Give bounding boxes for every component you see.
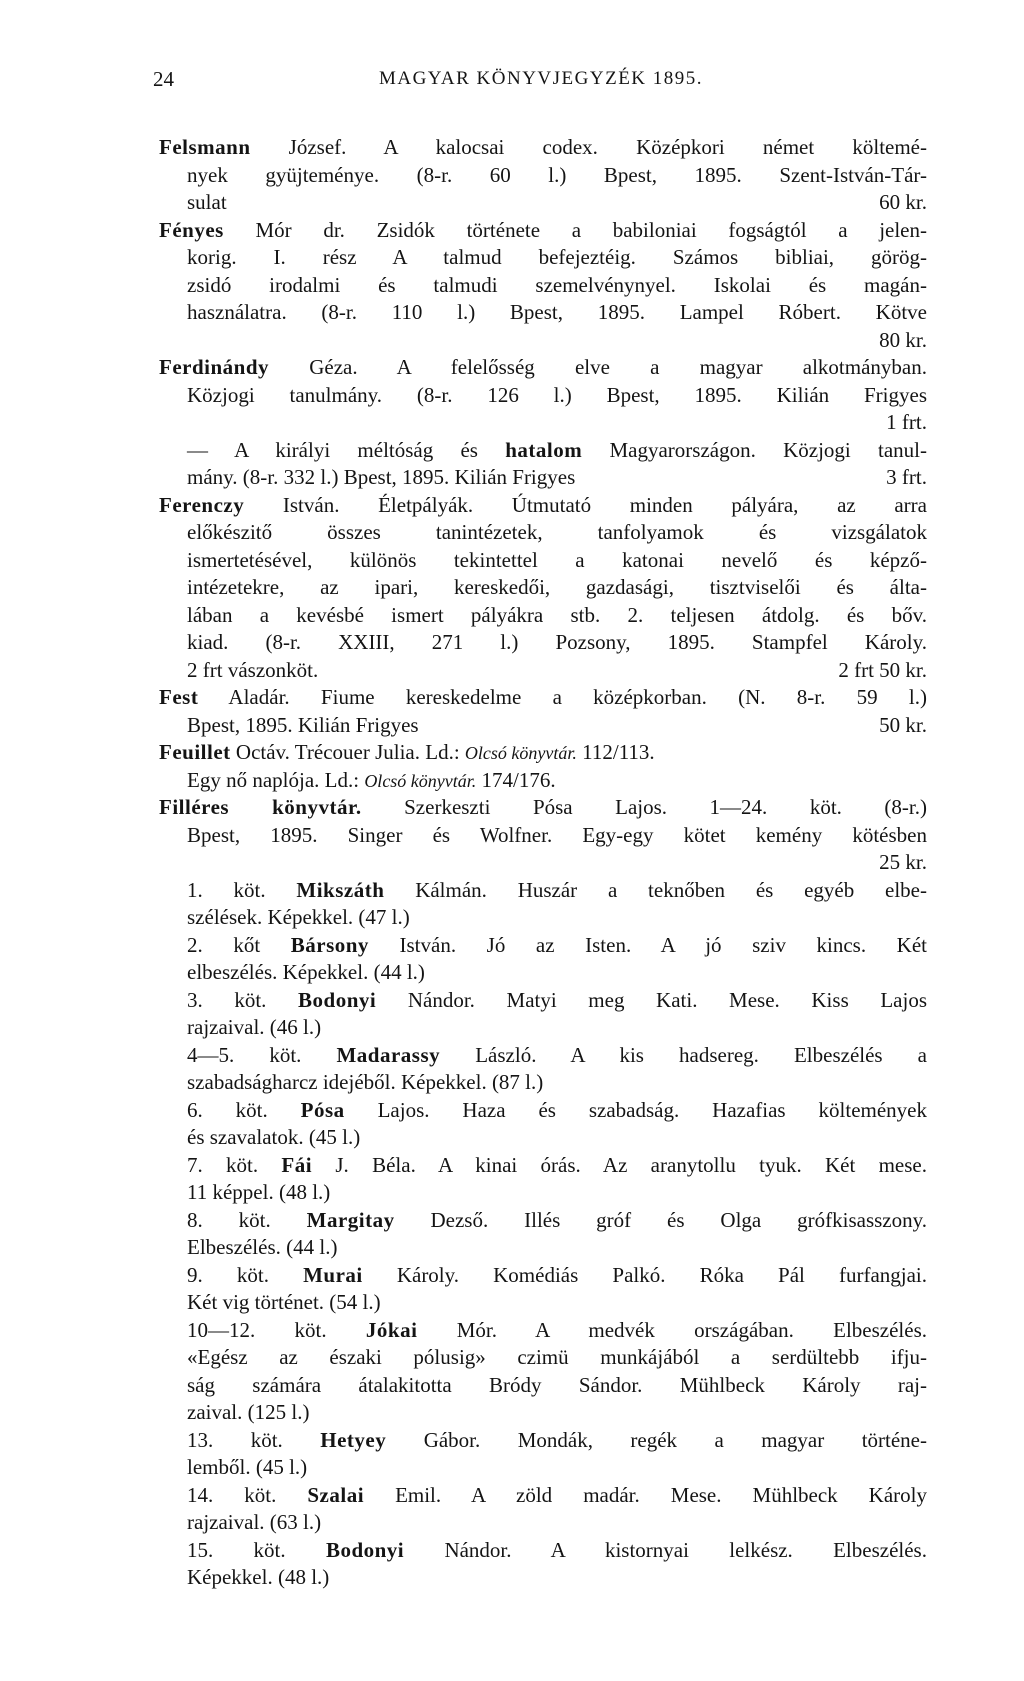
text-line bbox=[187, 602, 927, 630]
text-line bbox=[187, 657, 927, 685]
line-text: Szerkeszti Pósa Lajos. 1—24. köt. (8-r.) bbox=[361, 795, 927, 819]
author-name: Fái bbox=[281, 1152, 313, 1177]
text-line bbox=[159, 739, 927, 767]
line-text: 13. köt. bbox=[187, 1427, 321, 1452]
line-text: 25 kr. bbox=[879, 850, 927, 874]
text-line bbox=[187, 1372, 927, 1400]
text-line bbox=[187, 1014, 927, 1042]
line-text: 2 frt 50 kr. bbox=[838, 657, 927, 682]
text-line bbox=[159, 492, 927, 520]
line-text: József. A kalocsai codex. Középkori német költemé- bbox=[250, 135, 927, 159]
line-text: lemből. (45 l.) bbox=[187, 1455, 308, 1479]
line-text: 3. köt. bbox=[187, 987, 299, 1012]
line-text: Mór dr. Zsidók története a babiloniai fogságtól a jelen- bbox=[223, 217, 927, 242]
author-name: Bodonyi bbox=[298, 987, 377, 1012]
line-text: Elbeszélés. (44 l.) bbox=[187, 1235, 338, 1259]
line-text: rajzaival. (63 l.) bbox=[187, 1510, 322, 1534]
text-line bbox=[187, 1427, 927, 1455]
line-text: 174/176. bbox=[476, 767, 556, 792]
line-text: 6. köt. bbox=[187, 1097, 301, 1122]
line-text: 80 kr. bbox=[879, 327, 927, 352]
author-name: Mikszáth bbox=[296, 877, 385, 902]
text-line bbox=[187, 464, 927, 492]
running-title: MAGYAR KÖNYVJEGYZÉK 1895. bbox=[378, 68, 704, 89]
line-text: Két vig történet. (54 l.) bbox=[187, 1290, 381, 1314]
line-text: 10—12. köt. bbox=[187, 1317, 366, 1342]
text-line bbox=[187, 327, 927, 355]
text-line bbox=[187, 712, 927, 740]
page-number: 24 bbox=[153, 67, 174, 91]
text-line bbox=[187, 437, 927, 465]
text-line bbox=[159, 354, 927, 382]
text-line bbox=[187, 189, 927, 217]
text-line bbox=[187, 822, 927, 850]
text-line bbox=[159, 217, 927, 245]
author-name: Pósa bbox=[300, 1097, 345, 1122]
line-text: nyek gyüjteménye. (8-r. 60 l.) Bpest, 1895. Szent-István-Tár- bbox=[187, 162, 927, 187]
line-text: kiad. (8-r. XXIII, 271 l.) Pozsony, 1895. Stampfel Károly. bbox=[187, 630, 927, 654]
author-name: Fest bbox=[159, 685, 199, 709]
author-name: Madarassy bbox=[336, 1042, 441, 1067]
author-name: Hetyey bbox=[320, 1427, 387, 1452]
author-name: Felsmann bbox=[159, 135, 251, 159]
line-text: 1 frt. bbox=[886, 410, 927, 434]
line-text: J. Béla. A kinai órás. Az aranytollu tyuk. Két mese. bbox=[312, 1152, 927, 1177]
text-line bbox=[187, 409, 927, 437]
line-text: lában a kevésbé ismert pályákra stb. 2. teljesen átdolg. és bőv. bbox=[187, 602, 927, 627]
text-line bbox=[187, 1537, 927, 1565]
line-text: rajzaival. (46 l.) bbox=[187, 1015, 322, 1039]
line-text: intézetekre, az ipari, kereskedői, gazdasági, tisztviselői és álta- bbox=[187, 575, 927, 599]
line-text: 2 frt vászonköt. bbox=[187, 657, 319, 682]
series-title: Olcsó könyvtár. bbox=[364, 770, 477, 791]
text-line bbox=[187, 272, 927, 300]
line-text: Károly. Komédiás Palkó. Róka Pál furfangjai. bbox=[362, 1262, 927, 1287]
text-line bbox=[187, 1152, 927, 1180]
line-text: 7. köt. bbox=[187, 1152, 282, 1177]
author-name: Jókai bbox=[365, 1317, 418, 1342]
line-text: és szavalatok. (45 l.) bbox=[187, 1125, 361, 1149]
author-name: Margitay bbox=[306, 1207, 395, 1232]
page-header bbox=[153, 64, 929, 94]
author-name: Feuillet bbox=[159, 740, 231, 764]
text-line bbox=[187, 987, 927, 1015]
line-text: Magyarországon. Közjogi tanul- bbox=[582, 437, 927, 462]
line-text: 3 frt. bbox=[886, 465, 927, 489]
line-text: Géza. A felelősség elve a magyar alkotmányban. bbox=[269, 355, 927, 379]
line-text: Aladár. Fiume kereskedelme a középkorban. (N. 8-r. 59 l.) bbox=[198, 685, 927, 709]
line-text: Képekkel. (48 l.) bbox=[187, 1565, 330, 1589]
text-line bbox=[187, 1179, 927, 1207]
line-text: — A királyi méltóság és bbox=[187, 437, 506, 462]
line-text: 1. köt. bbox=[187, 877, 297, 902]
text-line bbox=[159, 794, 927, 822]
line-text: 15. köt. bbox=[187, 1537, 326, 1562]
author-name: Bodonyi bbox=[325, 1537, 405, 1562]
line-text: Emil. A zöld madár. Mese. Mühlbeck Károly bbox=[364, 1482, 927, 1507]
text-line bbox=[187, 1234, 927, 1262]
text-line bbox=[187, 244, 927, 272]
line-text: Dezső. Illés gróf és Olga grófkisasszony. bbox=[394, 1207, 927, 1232]
text-line bbox=[187, 904, 927, 932]
line-text: korig. I. rész A talmud befejeztéig. Számos bibliai, görög- bbox=[187, 245, 927, 269]
line-text: zaival. (125 l.) bbox=[187, 1400, 310, 1424]
line-text: Gábor. Mondák, regék a magyar történe- bbox=[386, 1427, 927, 1452]
text-line bbox=[187, 849, 927, 877]
line-text: István. Jó az Isten. A jó sziv kincs. Két bbox=[368, 932, 927, 957]
author-name: Murai bbox=[303, 1262, 363, 1287]
line-text: István. Életpályák. Útmutató minden pályára, az arra bbox=[244, 492, 927, 517]
text-line bbox=[159, 134, 927, 162]
author-name: Ferdinándy bbox=[159, 355, 270, 379]
text-line bbox=[187, 1124, 927, 1152]
line-text: 112/113. bbox=[576, 740, 655, 764]
line-text: Nándor. Matyi meg Kati. Mese. Kiss Lajos bbox=[376, 987, 927, 1012]
line-text: használatra. (8-r. 110 l.) Bpest, 1895. Lampel Róbert. Kötve bbox=[187, 300, 927, 324]
line-text: szabadságharcz idejéből. Képekkel. (87 l.) bbox=[187, 1070, 544, 1094]
line-text: 2. kőt bbox=[187, 932, 291, 957]
line-text: «Egész az északi pólusig» czimü munkájából a serdültebb ifju- bbox=[187, 1345, 927, 1369]
line-text: László. A kis hadsereg. Elbeszélés a bbox=[440, 1042, 927, 1067]
line-text: mány. (8-r. 332 l.) Bpest, 1895. Kilián Frigyes bbox=[187, 465, 576, 489]
author-name: hatalom bbox=[505, 437, 583, 462]
text-line bbox=[187, 299, 927, 327]
text-line bbox=[187, 877, 927, 905]
text-line bbox=[187, 1399, 927, 1427]
text-line bbox=[187, 1564, 927, 1592]
line-text: Bpest, 1895. Singer és Wolfner. Egy-egy kötet kemény kötésben bbox=[187, 822, 927, 847]
line-text: Nándor. A kistornyai lelkész. Elbeszélés. bbox=[404, 1537, 927, 1562]
text-line bbox=[187, 574, 927, 602]
author-name: Fényes bbox=[159, 217, 224, 242]
line-text: 9. köt. bbox=[187, 1262, 304, 1287]
line-text: Mór. A medvék országában. Elbeszélés. bbox=[417, 1317, 927, 1342]
text-line bbox=[187, 1042, 927, 1070]
text-line bbox=[187, 547, 927, 575]
line-text: sulat bbox=[187, 190, 227, 214]
line-text: Közjogi tanulmány. (8-r. 126 l.) Bpest, 1895. Kilián Frigyes bbox=[187, 382, 927, 407]
author-name: Szalai bbox=[307, 1482, 365, 1507]
text-line bbox=[187, 932, 927, 960]
text-line bbox=[187, 1289, 927, 1317]
line-text: 11 képpel. (48 l.) bbox=[187, 1180, 331, 1204]
text-line bbox=[187, 1317, 927, 1345]
line-text: Egy nő naplója. Ld.: bbox=[187, 767, 365, 792]
text-line bbox=[187, 1097, 927, 1125]
text-line bbox=[187, 1069, 927, 1097]
line-text: Bpest, 1895. Kilián Frigyes bbox=[187, 712, 419, 737]
text-line bbox=[187, 1262, 927, 1290]
line-text: 8. köt. bbox=[187, 1207, 307, 1232]
line-text: 14. köt. bbox=[187, 1482, 308, 1507]
text-line bbox=[187, 1454, 927, 1482]
author-name: Filléres könyvtár. bbox=[159, 795, 362, 819]
text-line bbox=[187, 519, 927, 547]
line-text: szélések. Képekkel. (47 l.) bbox=[187, 905, 410, 929]
line-text: elbeszélés. Képekkel. (44 l.) bbox=[187, 960, 425, 984]
line-text: előkészitő összes tanintézetek, tanfolyamok és vizsgálatok bbox=[187, 520, 927, 544]
line-text: Octáv. Trécouer Julia. Ld.: bbox=[230, 740, 465, 764]
text-line bbox=[187, 1207, 927, 1235]
text-line bbox=[187, 1344, 927, 1372]
author-name: Bársony bbox=[290, 932, 369, 957]
text-line bbox=[187, 629, 927, 657]
text-line bbox=[187, 767, 927, 795]
author-name: Ferenczy bbox=[159, 492, 245, 517]
text-line bbox=[187, 1509, 927, 1537]
line-text: zsidó irodalmi és talmudi szemelvénynyel. Iskolai és magán- bbox=[187, 272, 927, 297]
line-text: ismertetésével, különös tekintettel a katonai nevelő és képző- bbox=[187, 547, 927, 572]
line-text: Lajos. Haza és szabadság. Hazafias költemények bbox=[344, 1097, 927, 1122]
catalogue-entries bbox=[159, 134, 927, 1592]
text-line bbox=[187, 382, 927, 410]
line-text: ság számára átalakitotta Bródy Sándor. Mühlbeck Károly raj- bbox=[187, 1372, 927, 1397]
text-line bbox=[187, 1482, 927, 1510]
line-text: Kálmán. Huszár a teknőben és egyéb elbe- bbox=[384, 877, 927, 902]
text-line bbox=[159, 684, 927, 712]
line-text: 4—5. köt. bbox=[187, 1042, 337, 1067]
text-line bbox=[187, 959, 927, 987]
line-text: 60 kr. bbox=[879, 190, 927, 214]
line-text: 50 kr. bbox=[879, 712, 927, 737]
series-title: Olcsó könyvtár. bbox=[464, 743, 577, 763]
text-line bbox=[187, 162, 927, 190]
